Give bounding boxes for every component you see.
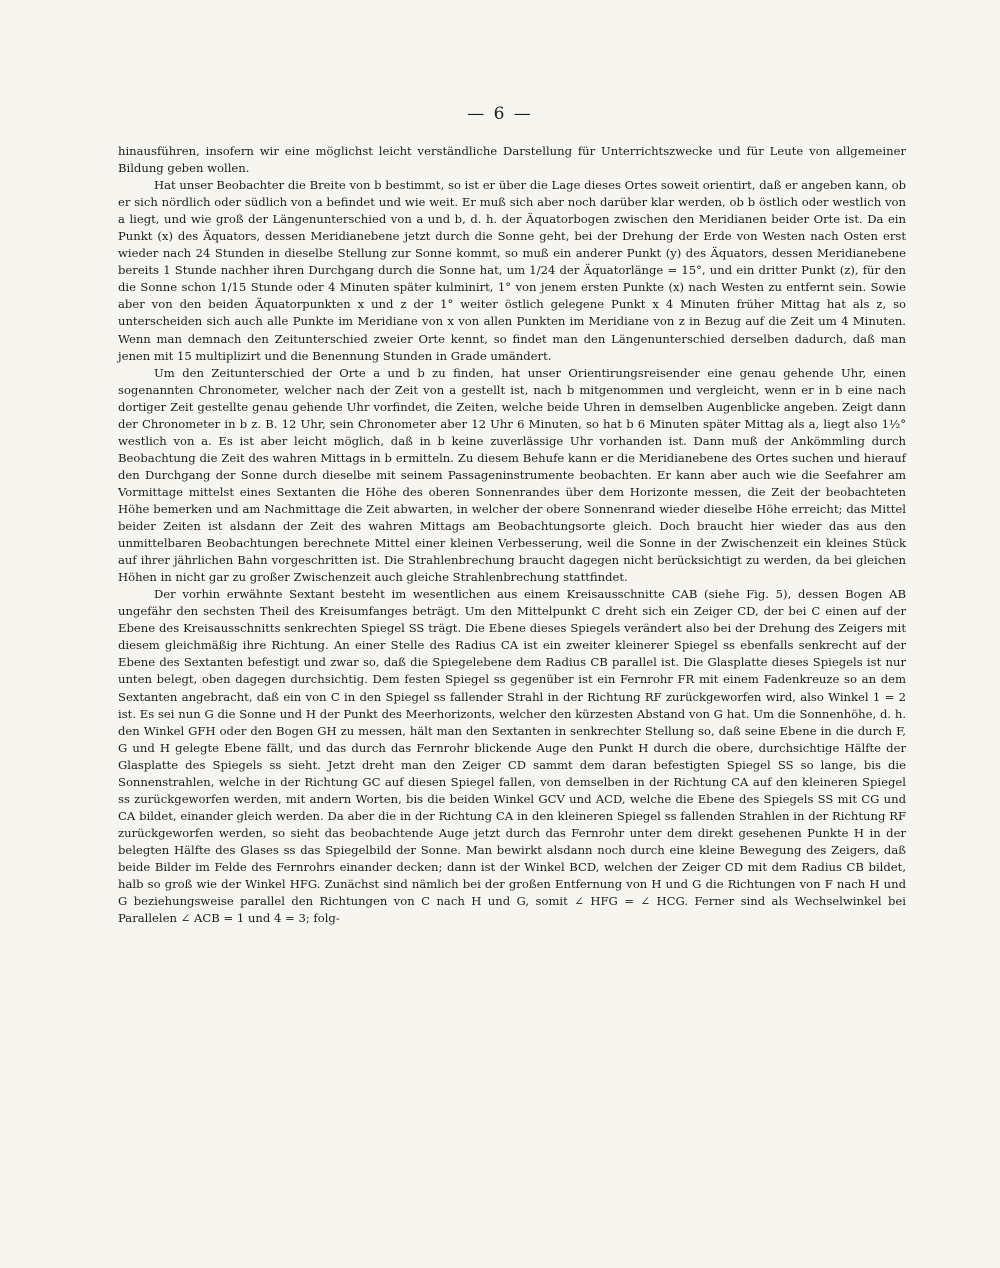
- page-number: — 6 —: [467, 104, 533, 124]
- paragraph-sextant: Der vorhin erwähnte Sextant besteht im wesentlichen aus einem Kreisausschnitte CAB (siehe Fig. 5), dessen Bogen AB ungefähr den sechsten Theil des Kreisumfanges beträgt. Um den Mittelpunkt C dreht sich ein Zeiger CD, der bei C einen auf der Ebene des Kreisausschnitts senkrechten Spiegel SS trägt. Die Ebene dieses Spiegels verändert also bei der Drehung des Zeigers mit diesem gleichmäßig ihre Richtung. An einer Stelle des Radius CA ist ein zweiter kleinerer Spiegel ss ebenfalls senkrecht auf der Ebene des Sextanten befestigt und zwar so, daß die Spiegelebene dem Radius CB parallel ist. Die Glasplatte dieses Spiegels ist nur unten belegt, oben dagegen durchsichtig. Dem festen Spiegel ss gegenüber ist ein Fernrohr FR mit einem Fadenkreuze so an dem Sextanten angebracht, daß ein von C in den Spiegel ss fallender Strahl in der Richtung RF zurückgeworfen wird, also Winkel 1 = 2 ist. Es sei nun G die Sonne und H der Punkt des Meerhorizonts, welcher den kürzesten Abstand von G hat. Um die Sonnenhöhe, d. h. den Winkel GFH oder den Bogen GH zu messen, hält man den Sextanten in senkrechter Stellung so, daß seine Ebene in die durch F, G und H gelegte Ebene fällt, und das durch das Fernrohr blickende Auge den Punkt H durch die obere, durchsichtige Hälfte der Glasplatte des Spiegels ss sieht. Jetzt dreht man den Zeiger CD sammt dem daran befestigten Spiegel SS so lange, bis die Sonnenstrahlen, welche in der Richtung GC auf diesen Spiegel fallen, von demselben in der Richtung CA auf den kleineren Spiegel ss zurückgeworfen werden, mit andern Worten, bis die beiden Winkel GCV und ACD, welche die Ebene des Spiegels SS mit CG und CA bildet, einander gleich werden. Da aber die in der Richtung CA in den kleineren Spiegel ss fallenden Strahlen in der Richtung RF zurückgeworfen werden, so sieht das beobachtende Auge jetzt durch das Fernrohr unter dem direkt gesehenen Punkte H in der belegten Hälfte des Glases ss das Spiegelbild der Sonne. Man bewirkt alsdann noch durch eine kleine Bewegung des Zeigers, daß beide Bilder im Felde des Fernrohrs einander decken; dann ist der Winkel BCD, welchen der Zeiger CD mit dem Radius CB bildet, halb so groß wie der Winkel HFG. Zunächst sind nämlich bei der großen Entfernung von H und G die Richtungen von F nach H und G beziehungsweise parallel den Richtungen von C nach H und G, somit ∠ HFG = ∠ HCG. Ferner sind als Wechselwinkel bei Parallelen ∠ ACB = 1 und 4 = 3; folg-: [118, 587, 906, 926]
- paragraph-continuation: hinausführen, insofern wir eine möglichst leicht verständliche Darstellung für Unterrichtszwecke und für Leute von allgemeiner Bildung geben wollen.: [118, 144, 906, 176]
- body-text: [118, 143, 906, 927]
- paragraph-time-difference: Um den Zeitunterschied der Orte a und b zu finden, hat unser Orientirungsreisender eine genau gehende Uhr, einen sogenannten Chronometer, welcher nach der Zeit von a gestellt ist, nach b mitgenommen und vergleicht, wenn er in b eine nach dortiger Zeit gestellte genau gehende Uhr vorfindet, die Zeiten, welche beide Uhren in demselben Augenblicke angeben. Zeigt dann der Chronometer in b z. B. 12 Uhr, sein Chronometer aber 12 Uhr 6 Minuten, so hat b 6 Minuten später Mittag als a, liegt also 1½° westlich von a. Es ist aber leicht möglich, daß in b keine zuverlässige Uhr vorhanden ist. Dann muß der Ankömmling durch Beobachtung die Zeit des wahren Mittags in b ermitteln. Zu diesem Behufe kann er die Meridianebene des Ortes suchen und hierauf den Durchgang der Sonne durch dieselbe mit seinem Passageninstrumente beobachten. Er kann aber auch wie die Seefahrer am Vormittage mittelst eines Sextanten die Höhe des oberen Sonnenrandes über dem Horizonte messen, die Zeit der beobachteten Höhe bemerken und am Nachmittage die Zeit abwarten, in welcher der obere Sonnenrand wieder dieselbe Höhe erreicht; das Mittel beider Zeiten ist alsdann der Zeit des wahren Mittags am Beobachtungsorte gleich. Doch braucht hier wieder das aus den unmittelbaren Beobachtungen berechnete Mittel einer kleinen Verbesserung, weil die Sonne in der Zwischenzeit ein kleines Stück auf ihrer jährlichen Bahn vorgeschritten ist. Die Strahlenbrechung braucht dagegen nicht berücksichtigt zu werden, da bei gleichen Höhen in nicht gar zu großer Zwischenzeit auch gleiche Strahlenbrechung stattfindet.: [118, 365, 906, 585]
- paragraph-longitude: Hat unser Beobachter die Breite von b bestimmt, so ist er über die Lage dieses Ortes soweit orientirt, daß er angeben kann, ob er sich nördlich oder südlich von a befindet und wie weit. Er muß sich aber noch darüber klar werden, ob b östlich oder westlich von a liegt, und wie groß der Längenunterschied von a und b, d. h. der Äquatorbogen zwischen den Meridianen beider Orte ist. Da ein Punkt (x) des Äquators, dessen Meridianebene jetzt durch die Sonne geht, bei der Drehung der Erde von Westen nach Osten erst wieder nach 24 Stunden in dieselbe Stellung zur Sonne kommt, so muß ein anderer Punkt (y) des Äquators, dessen Meridianebene bereits 1 Stunde nachher ihren Durchgang durch die Sonne hat, um 1/24 der Äquatorlänge = 15°, und ein dritter Punkt (z), für den die Sonne schon 1/15 Stunde oder 4 Minuten später kulminirt, 1° von jenem ersten Punkte (x) nach Westen zu entfernt sein. Sowie aber von den beiden Äquatorpunkten x und z der 1° weiter östlich gelegene Punkt x 4 Minuten früher Mittag hat als z, so unterscheiden sich auch alle Punkte im Meridiane von x von allen Punkten im Meridiane von z in Bezug auf die Zeit um 4 Minuten. Wenn man demnach den Zeitunterschied zweier Orte kennt, so findet man den Längenunterschied derselben dadurch, daß man jenen mit 15 multiplizirt und die Benennung Stunden in Grade umändert.: [118, 178, 906, 363]
